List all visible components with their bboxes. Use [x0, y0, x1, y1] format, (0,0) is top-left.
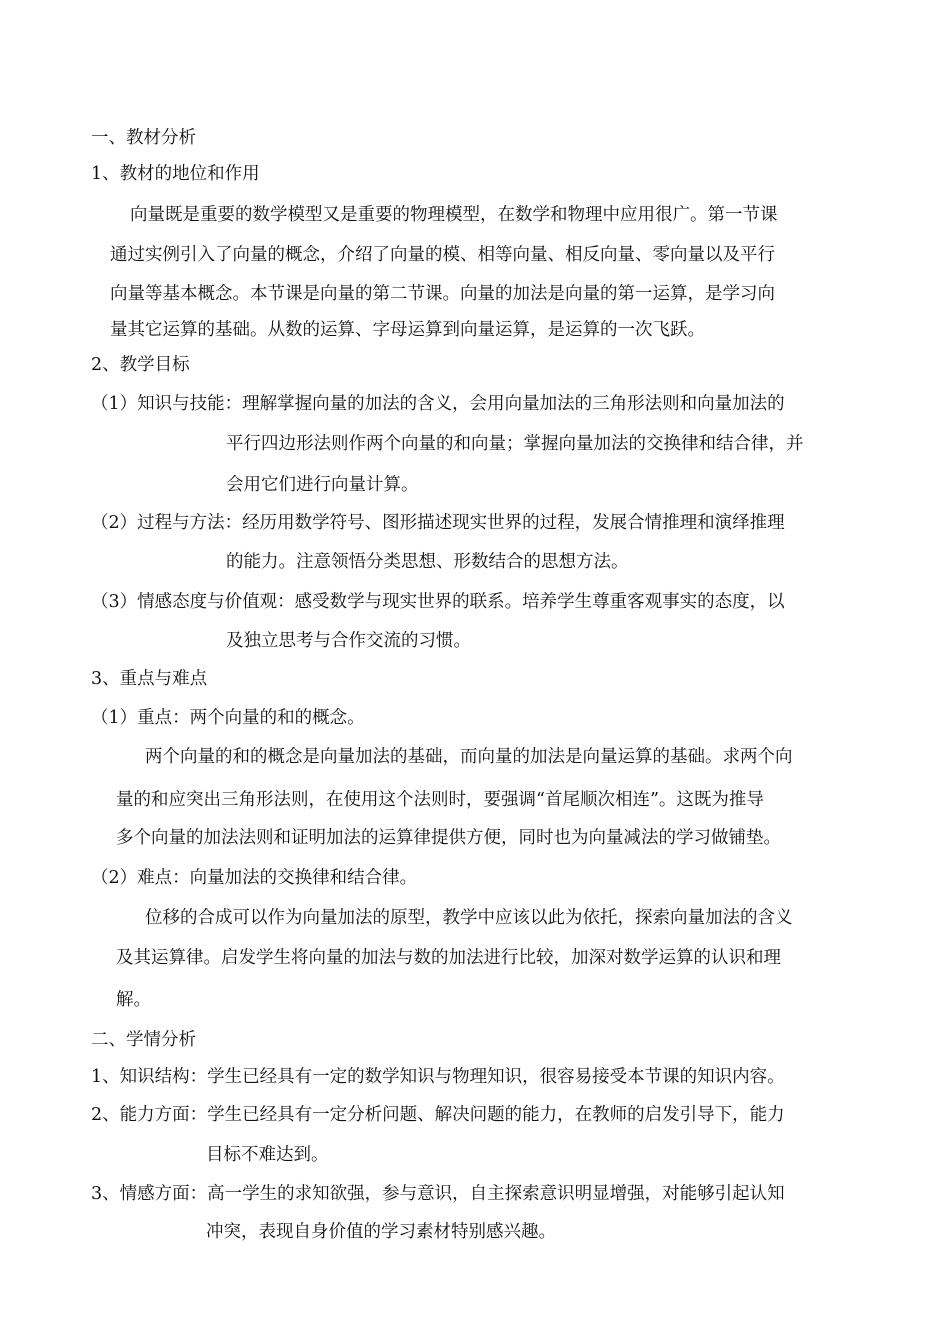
- goal-attitude-line: 及独立思考与合作交流的习惯。: [226, 631, 471, 651]
- paragraph-line: 两个向量的和的概念是向量加法的基础，而向量的加法是向量运算的基础。求两个向: [145, 747, 793, 767]
- paragraph-line: 及其运算律。启发学生将向量的加法与数的加法进行比较，加深对数学运算的认识和理: [116, 948, 781, 968]
- paragraph-line: 量其它运算的基础。从数的运算、字母运算到向量运算，是运算的一次飞跃。: [110, 320, 705, 340]
- subheading-status-role: 1、教材的地位和作用: [91, 164, 260, 184]
- paragraph-line: 向量既是重要的数学模型又是重要的物理模型，在数学和物理中应用很广。第一节课: [130, 205, 778, 225]
- learner-emotion-line: 3、情感方面：高一学生的求知欲强，参与意识，自主探索意识明显增强，对能够引起认知: [91, 1184, 785, 1204]
- subheading-teaching-goals: 2、教学目标: [91, 355, 190, 375]
- paragraph-line: 量的和应突出三角形法则，在使用这个法则时，要强调“首尾顺次相连”。这既为推导: [116, 790, 764, 810]
- paragraph-line: 解。: [116, 990, 151, 1010]
- subheading-key-difficult: 3、重点与难点: [91, 669, 208, 689]
- goal-knowledge-line: （1）知识与技能：理解掌握向量的加法的含义，会用向量加法的三角形法则和向量加法的: [91, 394, 785, 414]
- goal-process-line: （2）过程与方法：经历用数学符号、图形描述现实世界的过程，发展合情推理和演绎推理: [91, 513, 785, 533]
- difficulty-title: （2）难点：向量加法的交换律和结合律。: [91, 868, 418, 888]
- key-point-title: （1）重点：两个向量的和的概念。: [91, 708, 365, 728]
- paragraph-line: 通过实例引入了向量的概念，介绍了向量的模、相等向量、相反向量、零向量以及平行: [110, 245, 775, 265]
- learner-ability-line: 2、能力方面：学生已经具有一定分析问题、解决问题的能力，在教师的启发引导下，能力: [91, 1105, 785, 1125]
- paragraph-line: 多个向量的加法法则和证明加法的运算律提供方便，同时也为向量减法的学习做铺垫。: [116, 828, 781, 848]
- goal-knowledge-line: 平行四边形法则作两个向量的和向量；掌握向量加法的交换律和结合律，并: [226, 434, 804, 454]
- learner-ability-line: 目标不难达到。: [206, 1145, 329, 1165]
- section-heading-learner-analysis: 二、学情分析: [91, 1030, 196, 1050]
- section-heading-textbook-analysis: 一、教材分析: [91, 128, 196, 148]
- goal-attitude-line: （3）情感态度与价值观：感受数学与现实世界的联系。培养学生尊重客观事实的态度，以: [91, 592, 785, 612]
- goal-knowledge-line: 会用它们进行向量计算。: [226, 475, 419, 495]
- paragraph-line: 向量等基本概念。本节课是向量的第二节课。向量的加法是向量的第一运算，是学习向: [110, 284, 775, 304]
- learner-emotion-line: 冲突，表现自身价值的学习素材特别感兴趣。: [206, 1222, 556, 1242]
- goal-process-line: 的能力。注意领悟分类思想、形数结合的思想方法。: [226, 552, 629, 572]
- paragraph-line: 位移的合成可以作为向量加法的原型，教学中应该以此为依托，探索向量加法的含义: [145, 908, 793, 928]
- learner-knowledge-line: 1、知识结构：学生已经具有一定的数学知识与物理知识，很容易接受本节课的知识内容。: [91, 1067, 785, 1087]
